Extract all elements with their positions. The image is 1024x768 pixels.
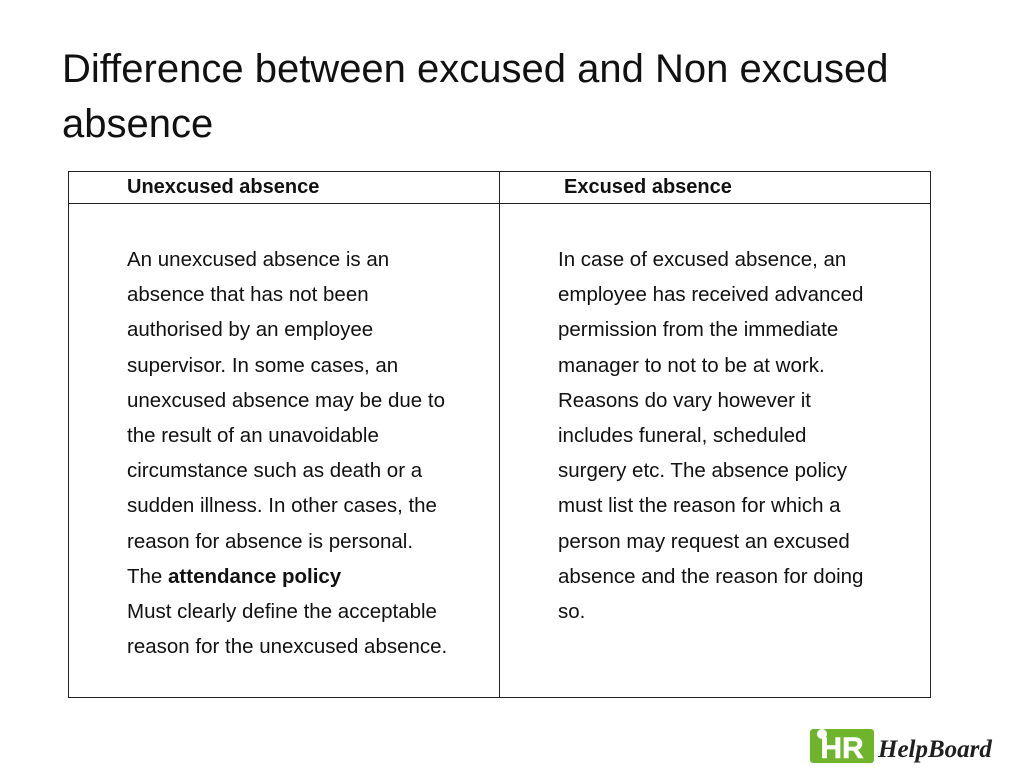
excused-cell [500, 204, 931, 698]
excused-line: employee has received advanced [558, 283, 864, 307]
unexcused-line: absence that has not been [127, 283, 369, 307]
header-excused: Excused absence [500, 172, 931, 204]
unexcused-cell [69, 204, 500, 698]
excused-line: absence and the reason for doing [558, 564, 864, 588]
slide-title-line-2: absence [62, 102, 214, 146]
excused-line: manager to not to be at work. [558, 353, 825, 377]
excused-line: includes funeral, scheduled [558, 424, 807, 448]
slide-title-line-1: Difference between excused and Non excused [62, 47, 889, 91]
unexcused-line: supervisor. In some cases, an [127, 353, 399, 377]
unexcused-line: An unexcused absence is an [127, 248, 390, 271]
comparison-table [68, 171, 931, 698]
excused-line: surgery etc. The absence policy [558, 459, 848, 483]
mark-letters: HR [820, 732, 864, 765]
policy-emphasis: attendance policy [168, 564, 342, 588]
excused-line: Reasons do vary however it [558, 388, 811, 412]
table-header-row [69, 172, 931, 204]
hr-helpboard-logo [808, 723, 1018, 767]
policy-prefix: The [127, 564, 169, 588]
excused-line: must list the reason for which a [558, 494, 841, 518]
brand-name: HelpBoard [878, 736, 992, 763]
unexcused-line: reason for the unexcused absence. [127, 635, 448, 659]
excused-line: so. [558, 600, 586, 624]
unexcused-line: Must clearly define the acceptable [127, 600, 437, 624]
header-unexcused: Unexcused absence [69, 172, 500, 204]
excused-line: In case of excused absence, an [558, 248, 847, 271]
slide-title [62, 42, 962, 152]
unexcused-line: authorised by an employee [127, 318, 374, 342]
excused-line: permission from the immediate [558, 318, 839, 342]
logo-graphic [808, 723, 1018, 767]
unexcused-line: circumstance such as death or a [127, 459, 423, 483]
unexcused-line: the result of an unavoidable [127, 424, 379, 448]
table-body-row [69, 204, 931, 698]
policy-line [127, 559, 493, 594]
unexcused-line: unexcused absence may be due to [127, 388, 445, 412]
excused-line: person may request an excused [558, 529, 850, 553]
hr-mark-icon [810, 729, 874, 765]
unexcused-line: sudden illness. In other cases, the [127, 494, 437, 518]
unexcused-line: reason for absence is personal. [127, 529, 414, 553]
